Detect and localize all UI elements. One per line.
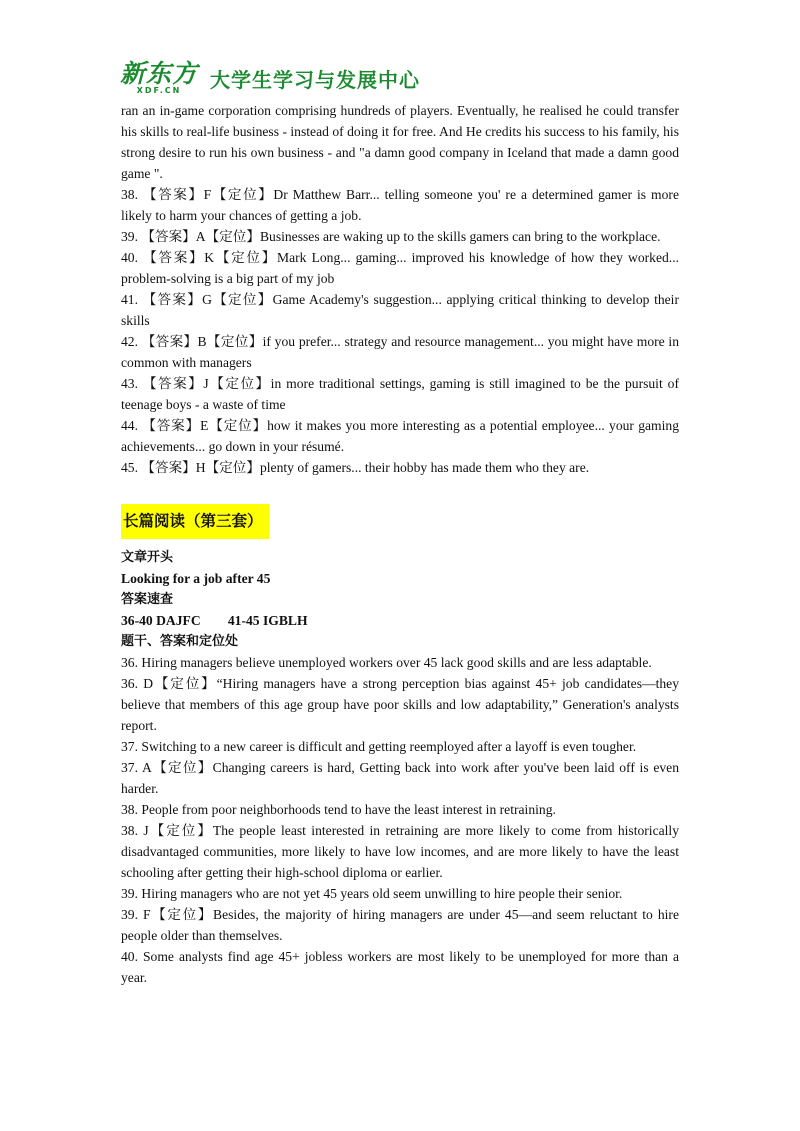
logo-subtext: XDF.CN xyxy=(136,86,182,95)
answer-39-section3: 39. F【定位】Besides, the majority of hiring managers are under 45—and seem reluctant to hire people older than themselves. xyxy=(121,907,679,943)
question-36: 36. Hiring managers believe unemployed workers over 45 lack good skills and are less adaptable. xyxy=(121,655,652,670)
details-label: 题干、答案和定位处 xyxy=(121,634,239,649)
question-38: 38. People from poor neighborhoods tend to have the least interest in retraining. xyxy=(121,802,556,817)
question-37: 37. Switching to a new career is difficult and getting reemployed after a layoff is even tougher. xyxy=(121,739,637,754)
answer-40: 40. 【答案】K【定位】Mark Long... gaming... improved his knowledge of how they worked... problem-solving is a big part of my job xyxy=(121,250,679,286)
answer-41: 41. 【答案】G【定位】Game Academy's suggestion... applying critical thinking to develop their skills xyxy=(121,292,679,328)
answer-39: 39. 【答案】A【定位】Businesses are waking up to the skills gamers can bring to the workplace. xyxy=(121,229,661,244)
answer-38: 38. 【答案】F【定位】Dr Matthew Barr... telling someone you' re a determined gamer is more likely to harm your chances of getting a job. xyxy=(121,187,679,223)
answer-36: 36. D【定位】“Hiring managers have a strong perception bias against 45+ job candidates—they believe that members of this age group have poor skills and low adaptability,” Generation's analysts report. xyxy=(121,676,679,733)
xdf-logo xyxy=(120,61,198,95)
quick-answers-label: 答案速查 xyxy=(121,592,174,607)
answer-43: 43. 【答案】J【定位】in more traditional settings, gaming is still imagined to be the pursuit of teenage boys - a waste of time xyxy=(121,376,679,412)
article-title: Looking for a job after 45 xyxy=(121,571,271,586)
answer-44: 44. 【答案】E【定位】how it makes you more interesting as a potential employee... your gaming achievements... go down in your résumé. xyxy=(121,418,679,454)
answer-42: 42. 【答案】B【定位】if you prefer... strategy and resource management... you might have more in common with managers xyxy=(121,334,679,370)
question-40: 40. Some analysts find age 45+ jobless workers are most likely to be unemployed for more than a year. xyxy=(121,949,679,985)
question-39: 39. Hiring managers who are not yet 45 years old seem unwilling to hire people their senior. xyxy=(121,886,623,901)
answer-45: 45. 【答案】H【定位】plenty of gamers... their hobby has made them who they are. xyxy=(121,460,590,475)
page-header xyxy=(120,58,420,98)
section-title: 长篇阅读（第三套） xyxy=(121,504,269,539)
document-body xyxy=(121,100,679,988)
answer-38-section3: 38. J【定位】The people least interested in retraining are more likely to come from historically disadvantaged communities, more likely to have low incomes, and are more likely to have the least schooling after getting their high-school diploma or earlier. xyxy=(121,823,679,880)
answer-37: 37. A【定位】Changing careers is hard, Getting back into work after you've been laid off is even harder. xyxy=(121,760,679,796)
article-start-label: 文章开头 xyxy=(121,550,174,565)
intro-paragraph: ran an in-game corporation comprising hundreds of players. Eventually, he realised he could transfer his skills to real-life business - instead of doing it for free. And He credits his success to his family, his strong desire to run his own business - and "a damn good company in Iceland that made a damn good game ". xyxy=(121,103,679,181)
center-name: 大学生学习与发展中心 xyxy=(210,67,421,92)
logo-text: 新东方 xyxy=(120,59,199,88)
quick-answers: 36-40 DAJFC 41-45 IGBLH xyxy=(121,613,308,628)
